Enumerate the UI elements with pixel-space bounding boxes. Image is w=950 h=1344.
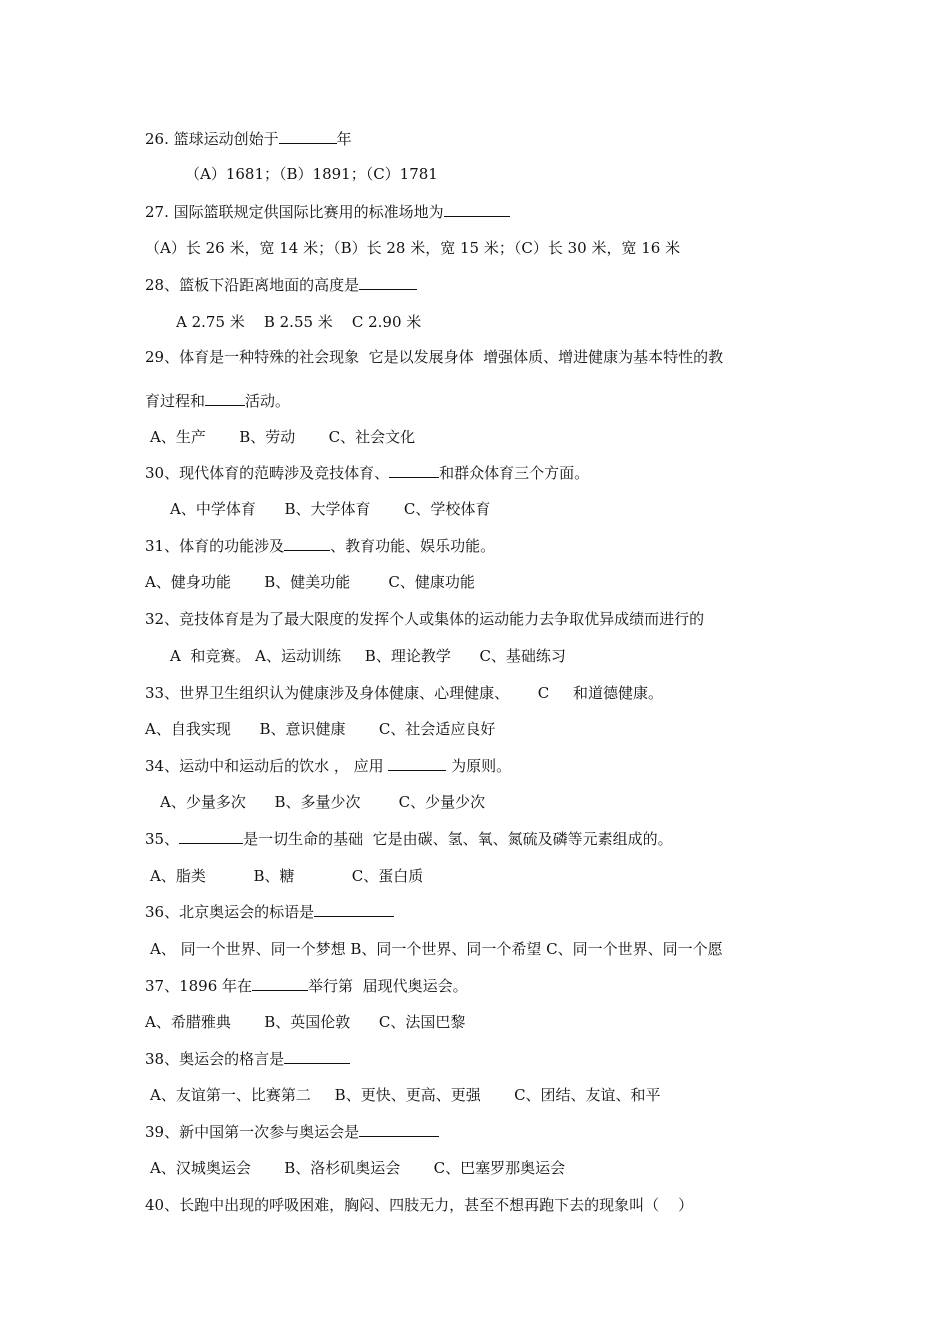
answer-blank <box>444 202 510 217</box>
question-37-options: A、希腊雅典 B、英国伦敦 C、法国巴黎 <box>145 1013 466 1031</box>
answer-blank <box>284 1049 350 1064</box>
question-26-options: （A）1681；（B）1891；（C）1781 <box>185 165 438 183</box>
question-33-options: A、自我实现 B、意识健康 C、社会适应良好 <box>145 720 496 738</box>
question-26-text: 26. 篮球运动创始于 <box>145 130 279 148</box>
answer-blank <box>359 1122 439 1137</box>
question-34-options: A、少量多次 B、多量少次 C、少量少次 <box>160 793 486 811</box>
question-32-line1: 32、竞技体育是为了最大限度的发挥个人或集体的运动能力去争取优异成绩而进行的 <box>145 610 705 628</box>
question-36-text: 36、北京奥运会的标语是 <box>145 903 315 921</box>
question-28-options: A 2.75 米 B 2.55 米 C 2.90 米 <box>176 313 422 331</box>
question-35-options: A、脂类 B、糖 C、蛋白质 <box>150 867 424 885</box>
answer-blank <box>279 129 337 144</box>
answer-blank <box>179 829 243 844</box>
question-39-options: A、汉城奥运会 B、洛杉矶奥运会 C、巴塞罗那奥运会 <box>150 1159 566 1177</box>
question-30 <box>145 463 589 483</box>
question-30-suffix: 和群众体育三个方面。 <box>439 464 590 482</box>
answer-blank <box>284 536 330 551</box>
question-33: 33、世界卫生组织认为健康涉及身体健康、心理健康、 C 和道德健康。 <box>145 684 664 702</box>
question-31-text: 31、体育的功能涉及 <box>145 537 285 555</box>
question-38 <box>145 1049 350 1069</box>
answer-blank <box>388 756 446 771</box>
answer-blank <box>359 275 417 290</box>
answer-blank <box>314 902 394 917</box>
question-37 <box>145 976 468 996</box>
question-28-text: 28、篮板下沿距离地面的高度是 <box>145 276 360 294</box>
question-31-options: A、健身功能 B、健美功能 C、健康功能 <box>145 573 475 591</box>
question-29-line2 <box>145 391 290 411</box>
question-27-options: （A）长 26 米，宽 14 米；（B）长 28 米，宽 15 米；（C）长 30 米，宽 16 米 <box>145 239 681 257</box>
question-39-text: 39、新中国第一次参与奥运会是 <box>145 1123 360 1141</box>
question-34-text: 34、运动中和运动后的饮水 ， 应用 <box>145 757 389 775</box>
question-30-text: 30、现代体育的范畴涉及竞技体育、 <box>145 464 390 482</box>
question-35-suffix: 是一切生命的基础 它是由碳、氢、氧、氮硫及磷等元素组成的。 <box>243 830 673 848</box>
question-40: 40、长跑中出现的呼吸困难，胸闷、四肢无力，甚至不想再跑下去的现象叫（ ） <box>145 1196 694 1214</box>
question-38-options: A、友谊第一、比赛第二 B、更快、更高、更强 C、团结、友谊、和平 <box>150 1086 661 1104</box>
question-29-options: A、生产 B、劳动 C、社会文化 <box>150 428 416 446</box>
question-31-suffix: 、教育功能、娱乐功能。 <box>330 537 496 555</box>
question-27-text: 27. 国际篮联规定供国际比赛用的标准场地为 <box>145 203 444 221</box>
answer-blank <box>205 391 245 406</box>
question-34-suffix: 为原则。 <box>446 757 512 775</box>
question-37-text: 37、1896 年在 <box>145 977 253 995</box>
question-27 <box>145 202 510 222</box>
question-29-line1: 29、体育是一种特殊的社会现象 它是以发展身体 增强体质、增进健康为基本特性的教 <box>145 348 724 366</box>
question-31 <box>145 536 495 556</box>
question-36-options: A、 同一个世界、同一个梦想 B、同一个世界、同一个希望 C、同一个世界、同一个愿 <box>150 940 723 958</box>
question-38-text: 38、奥运会的格言是 <box>145 1050 285 1068</box>
question-37-suffix: 举行第 届现代奥运会。 <box>308 977 468 995</box>
question-39 <box>145 1122 439 1142</box>
answer-blank <box>252 976 308 991</box>
question-32-options: A 和竞赛。 A、运动训练 B、理论教学 C、基础练习 <box>170 647 566 665</box>
question-26-suffix: 年 <box>336 130 352 148</box>
question-29-text: 育过程和 <box>145 392 206 410</box>
question-26 <box>145 129 352 149</box>
question-36 <box>145 902 394 922</box>
question-34 <box>145 756 511 776</box>
question-30-options: A、中学体育 B、大学体育 C、学校体育 <box>170 500 491 518</box>
answer-blank <box>389 463 439 478</box>
question-35-text: 35、 <box>145 830 180 848</box>
question-29-suffix: 活动。 <box>245 392 291 410</box>
question-35 <box>145 829 673 849</box>
question-28 <box>145 275 417 295</box>
